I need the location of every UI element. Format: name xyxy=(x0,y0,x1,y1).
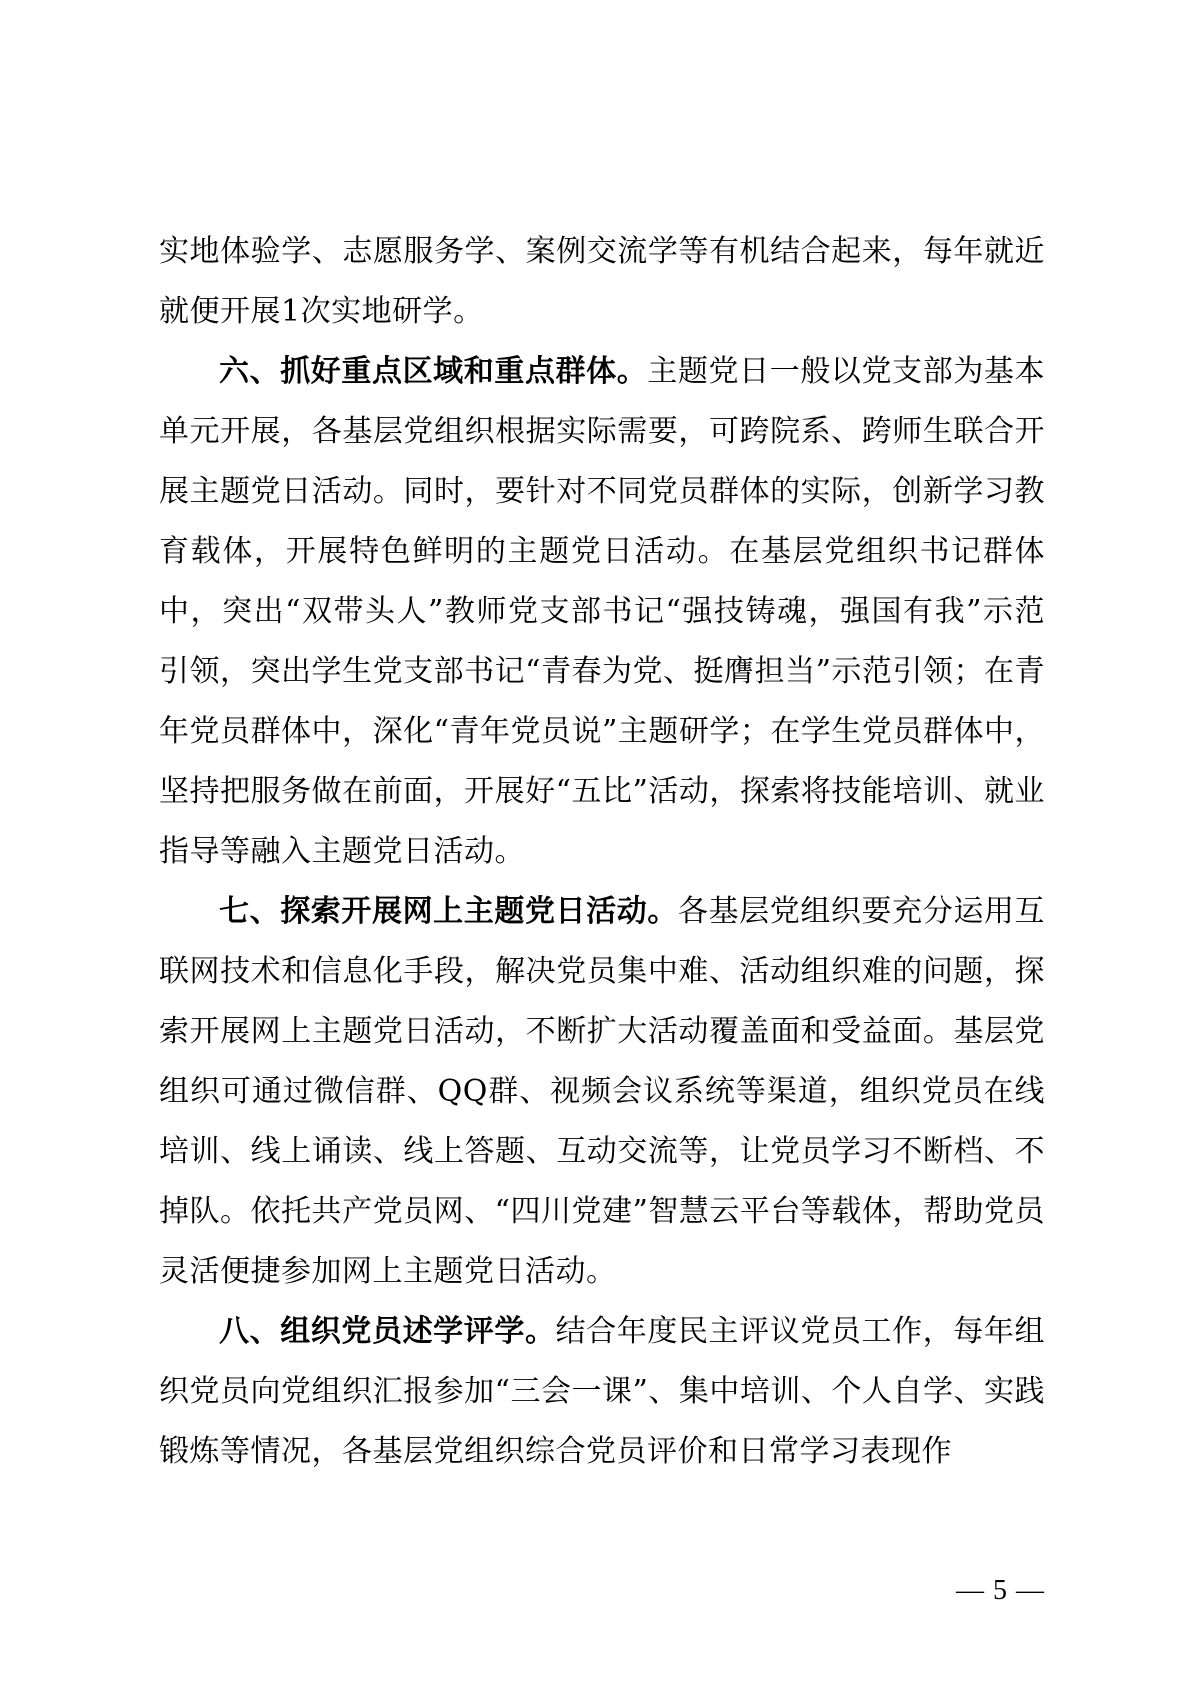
paragraph-text: 主题党日一般以党支部为基本单元开展，各基层党组织根据实际需要，可跨院系、跨师生联合开展主题党日活动。同时，要针对不同党员群体的实际，创新学习教育载体，开展特色鲜明的主题党日活动。在基层党组织书记群体中，突出“双带头人”教师党支部书记“强技铸魂，强国有我”示范引领，突出学生党支部书记“青春为党、挺膺担当”示范引领；在青年党员群体中，深化“青年党员说”主题研学；在学生党员群体中，坚持把服务做在前面，开展好“五比”活动，探索将技能培训、就业指导等融入主题党日活动。 xyxy=(159,354,1046,869)
paragraph-text: 实地体验学、志愿服务学、案例交流学等有机结合起来，每年就近就便开展1次实地研学。 xyxy=(159,234,1045,329)
paragraph-text: 结合年度民主评议党员工作，每年组织党员向党组织汇报参加“三会一课”、集中培训、个人自学、实践锻炼等情况，各基层党组织综合党员评价和日常学习表现作 xyxy=(159,1314,1046,1469)
paragraph-section-8 xyxy=(159,1302,1045,1482)
paragraph-text: 各基层党组织要充分运用互联网技术和信息化手段，解决党员集中难、活动组织难的问题，探索开展网上主题党日活动，不断扩大活动覆盖面和受益面。基层党组织可通过微信群、QQ群、视频会议系统等渠道，组织党员在线培训、线上诵读、线上答题、互动交流等，让党员学习不断档、不掉队。依托共产党员网、“四川党建”智慧云平台等载体，帮助党员灵活便捷参加网上主题党日活动。 xyxy=(159,894,1046,1289)
page-number: — 5 — xyxy=(956,1575,1045,1606)
paragraph-continuation xyxy=(159,222,1045,342)
section-heading-6: 六、抓好重点区域和重点群体。 xyxy=(219,354,648,389)
document-body xyxy=(159,222,1045,1482)
paragraph-section-7 xyxy=(159,882,1045,1302)
section-heading-7: 七、探索开展网上主题党日活动。 xyxy=(219,894,678,929)
paragraph-section-6 xyxy=(159,342,1045,882)
section-heading-8: 八、组织党员述学评学。 xyxy=(219,1314,556,1349)
